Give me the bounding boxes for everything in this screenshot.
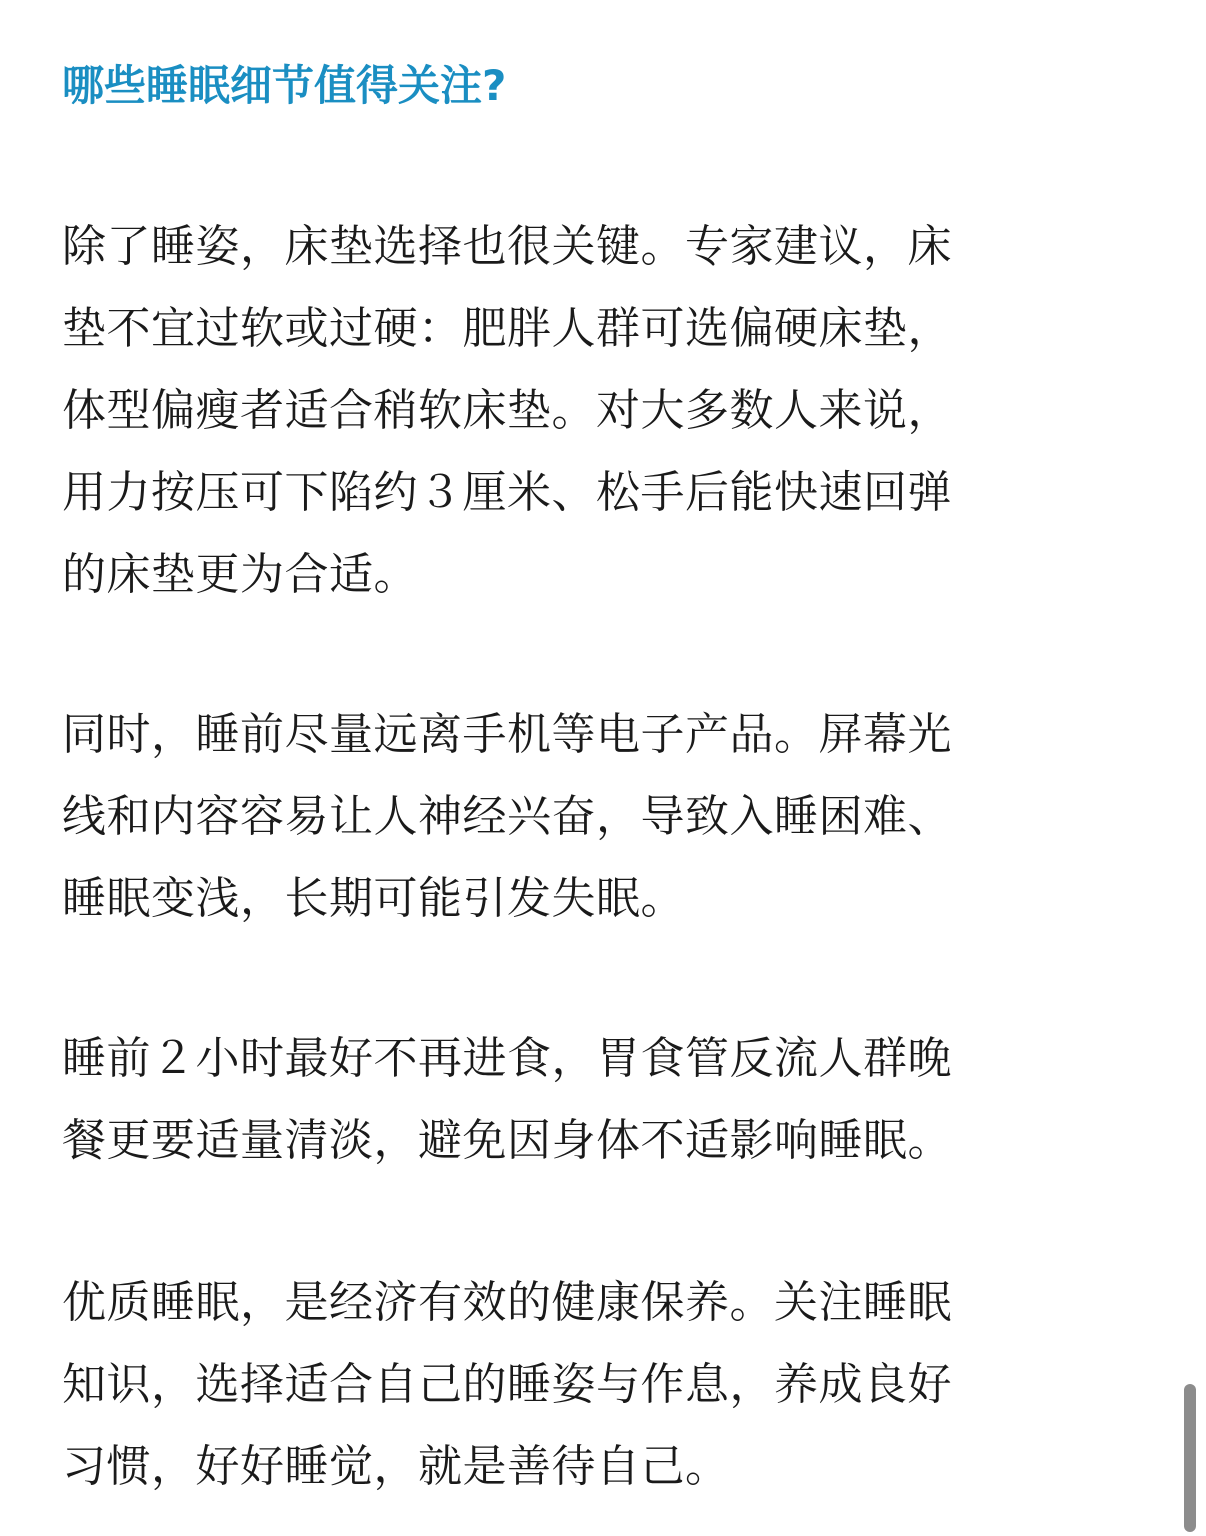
text-line: 体型偏瘦者适合稍软床垫。对大多数人来说， xyxy=(62,385,952,436)
text-line: 餐更要适量清淡，避免因身体不适影响睡眠。 xyxy=(62,1115,952,1166)
paragraph-screens xyxy=(62,694,952,940)
text-line: 优质睡眠，是经济有效的健康保养。关注睡眠 xyxy=(62,1277,952,1328)
section-heading: 哪些睡眠细节值得关注? xyxy=(62,61,507,110)
text-line: 睡前２小时最好不再进食，胃食管反流人群晚 xyxy=(62,1033,952,1084)
text-line: 除了睡姿，床垫选择也很关键。专家建议，床 xyxy=(62,221,952,272)
text-line: 用力按压可下陷约３厘米、松手后能快速回弹 xyxy=(62,467,952,518)
text-line: 知识，选择适合自己的睡姿与作息，养成良好 xyxy=(62,1359,952,1410)
text-line: 线和内容容易让人神经兴奋，导致入睡困难、 xyxy=(62,791,952,842)
text-line: 习惯，好好睡觉，就是善待自己。 xyxy=(62,1441,730,1492)
text-line: 垫不宜过软或过硬：肥胖人群可选偏硬床垫， xyxy=(62,303,952,354)
paragraph-eating xyxy=(62,1018,952,1182)
text-line: 同时，睡前尽量远离手机等电子产品。屏幕光 xyxy=(62,709,952,760)
text-line: 的床垫更为合适。 xyxy=(62,549,418,600)
paragraph-mattress xyxy=(62,206,952,616)
paragraph-conclusion xyxy=(62,1262,952,1508)
scrollbar-thumb[interactable] xyxy=(1184,1384,1196,1532)
text-line: 睡眠变浅，长期可能引发失眠。 xyxy=(62,873,685,924)
